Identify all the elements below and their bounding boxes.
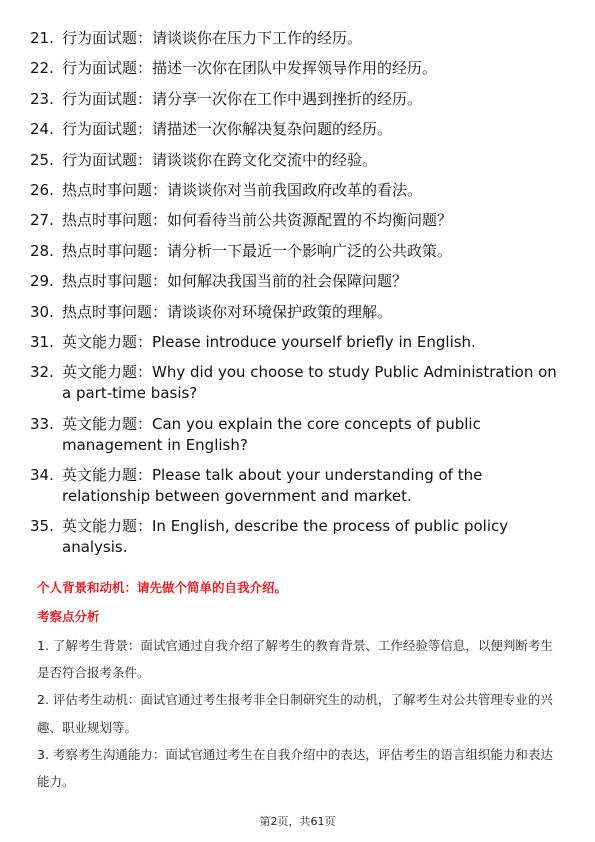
question-number: 26. [30, 180, 54, 199]
question-number: 31. [30, 332, 54, 351]
question-number: 33. [30, 414, 54, 433]
question-number: 30. [30, 302, 54, 321]
analysis-point: 2. 评估考生动机：面试官通过考生报考非全日制研究生的动机，了解考生对公共管理专业的兴趣、职业规划等。 [37, 692, 553, 735]
question-number: 29. [30, 272, 54, 291]
question-item [30, 241, 570, 262]
question-text: 热点时事问题：请谈谈你对当前我国政府改革的看法。 [62, 180, 423, 199]
question-item [30, 362, 570, 404]
question-text: 英文能力题：Why did you choose to study Public Administration on a part-time basis? [62, 363, 557, 403]
analysis-point: 1. 了解考生背景：面试官通过自我介绍了解考生的教育背景、工作经验等信息，以便判断考生是否符合报考条件。 [37, 638, 553, 681]
question-item [30, 210, 570, 231]
question-number: 34. [30, 466, 54, 485]
question-number: 25. [30, 150, 54, 169]
question-text: 行为面试题：请谈谈你在跨文化交流中的经验。 [62, 150, 378, 169]
question-text: 行为面试题：请谈谈你在压力下工作的经历。 [62, 29, 363, 47]
question-item [30, 332, 570, 353]
analysis-body [37, 632, 559, 795]
question-number: 21. [30, 29, 54, 47]
question-number: 32. [30, 363, 54, 382]
question-text: 行为面试题：请分享一次你在工作中遇到挫折的经历。 [62, 89, 423, 108]
question-item [30, 58, 570, 79]
question-text: 行为面试题：请描述一次你解决复杂问题的经历。 [62, 120, 393, 139]
question-number: 27. [30, 211, 54, 230]
question-item [30, 414, 570, 456]
section-title: 个人背景和动机：请先做个简单的自我介绍。 [37, 580, 288, 595]
question-item [30, 271, 570, 292]
question-number: 22. [30, 59, 54, 78]
question-text: 热点时事问题：请分析一下最近一个影响广泛的公共政策。 [62, 241, 453, 260]
question-number: 28. [30, 241, 54, 260]
question-text: 热点时事问题：如何解决我国当前的社会保障问题？ [62, 272, 408, 291]
question-text: 热点时事问题：如何看待当前公共资源配置的不均衡问题？ [62, 211, 453, 230]
question-item [30, 302, 570, 323]
question-text: 英文能力题：Please talk about your understanding of the relationship between government and market. [62, 466, 483, 506]
analysis-title: 考察点分析 [37, 609, 100, 624]
question-item [30, 119, 570, 140]
question-text: 英文能力题：Please introduce yourself briefly in English. [62, 332, 476, 351]
question-number: 35. [30, 517, 54, 536]
question-text: 英文能力题：In English, describe the process of public policy analysis. [62, 517, 509, 557]
question-item [30, 180, 570, 201]
question-item [30, 150, 570, 171]
question-item [30, 516, 570, 558]
page-footer: 第2页，共61页 [259, 815, 336, 828]
analysis-point: 3. 考察考生沟通能力：面试官通过考生在自我介绍中的表达，评估考生的语言组织能力和表达能力。 [37, 746, 553, 790]
question-item [30, 89, 570, 110]
question-text: 行为面试题：描述一次你在团队中发挥领导作用的经历。 [62, 59, 438, 78]
question-item [30, 465, 570, 507]
question-number: 23. [30, 89, 54, 108]
question-list [30, 28, 570, 568]
question-item [30, 28, 570, 49]
question-text: 热点时事问题：请谈谈你对环境保护政策的理解。 [62, 302, 393, 321]
question-number: 24. [30, 120, 54, 139]
question-text: 英文能力题：Can you explain the core concepts of public management in English? [62, 414, 481, 454]
